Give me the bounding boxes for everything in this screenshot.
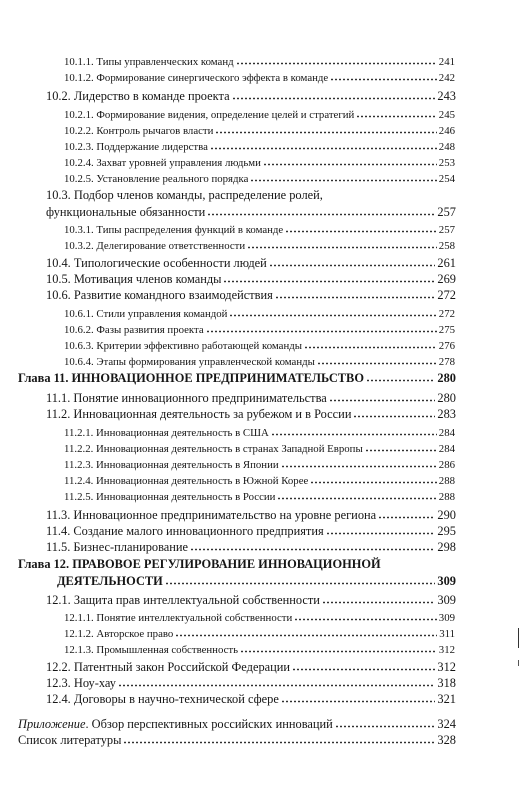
- toc-entry-title: 11.2. Инновационная деятельность за рубежом и в России: [46, 408, 352, 421]
- toc-chapter-title-line1: Глава 12. ПРАВОВОЕ РЕГУЛИРОВАНИЕ ИННОВАЦИОННОЙ: [18, 557, 381, 571]
- toc-entry[interactable]: [46, 288, 456, 302]
- toc-entry[interactable]: [46, 391, 456, 405]
- toc-entry[interactable]: [64, 474, 455, 487]
- leader-dots: [240, 643, 437, 653]
- toc-entry-title: 11.2.1. Инновационная деятельность в США: [64, 427, 269, 439]
- toc-entry-title: 10.4. Типологические особенности людей: [46, 257, 267, 270]
- leader-dots: [271, 426, 437, 436]
- toc-entry-page: 328: [437, 733, 456, 748]
- toc-entry[interactable]: [64, 627, 455, 640]
- appendix-prefix: Приложение: [18, 718, 86, 731]
- toc-entry-title: 11.1. Понятие инновационного предпринимательства: [46, 392, 327, 405]
- toc-entry[interactable]: [64, 140, 455, 153]
- leader-dots: [207, 205, 435, 216]
- toc-entry[interactable]: [46, 407, 456, 421]
- toc-entry[interactable]: [46, 593, 456, 607]
- toc-entry-title: 12.1. Защита прав интеллектуальной собственности: [46, 594, 320, 607]
- toc-entry-page: 288: [438, 490, 455, 503]
- leader-dots: [326, 524, 436, 535]
- leader-dots: [206, 323, 437, 333]
- leader-dots: [335, 717, 436, 728]
- appendix-title: . Обзор перспективных российских инноваций: [85, 718, 333, 731]
- leader-dots: [310, 474, 437, 484]
- toc-entry-page: 276: [438, 339, 455, 352]
- toc-entry[interactable]: [18, 717, 456, 731]
- leader-dots: [281, 692, 436, 703]
- toc-entry-title: 10.2.5. Установление реального порядка: [64, 173, 249, 185]
- leader-dots: [175, 627, 437, 637]
- toc-entry-title: 12.1.3. Промышленная собственность: [64, 644, 239, 656]
- toc-entry-page: 257: [437, 205, 456, 220]
- leader-dots: [263, 156, 437, 166]
- toc-entry-page: 280: [437, 391, 456, 406]
- leader-dots: [353, 407, 435, 418]
- leader-dots: [236, 55, 437, 65]
- leader-dots: [210, 140, 437, 150]
- toc-entry-title: 12.2. Патентный закон Российской Федерации: [46, 661, 291, 674]
- toc-entry-title: 12.4. Договоры в научно-технической сфере: [46, 693, 279, 706]
- toc-entry-page: 283: [437, 407, 456, 422]
- toc-entry[interactable]: [46, 524, 456, 538]
- toc-entry-title: 10.2. Лидерство в команде проекта: [46, 90, 230, 103]
- leader-dots: [304, 339, 437, 349]
- leader-dots: [317, 355, 437, 365]
- toc-entry-page: 241: [438, 55, 455, 68]
- toc-entry[interactable]: [64, 458, 455, 471]
- leader-dots: [292, 660, 435, 671]
- leader-dots: [250, 172, 436, 182]
- leader-dots: [366, 371, 435, 382]
- toc-entry[interactable]: [46, 508, 456, 522]
- toc-entry-page: 284: [438, 442, 455, 455]
- toc-entry[interactable]: [64, 339, 455, 352]
- toc-entry-page: 257: [438, 223, 455, 236]
- toc-entry[interactable]: [64, 223, 455, 236]
- toc-entry-page: 324: [437, 717, 456, 732]
- toc-entry[interactable]: [64, 307, 455, 320]
- leader-dots: [118, 676, 435, 687]
- toc-entry-title: 11.5. Бизнес-планирование: [46, 541, 189, 554]
- toc-entry-title: 10.2.1. Формирование видения, определение целей и стратегий: [64, 109, 355, 121]
- toc-entry-title: 11.2.4. Инновационная деятельность в Южной Корее: [64, 475, 309, 487]
- toc-entry-title: 11.2.5. Инновационная деятельность в России: [64, 491, 276, 503]
- toc-entry-title: 10.1.2. Формирование синергического эффекта в команде: [64, 72, 329, 84]
- toc-entry[interactable]: [46, 272, 456, 286]
- toc-entry-title: Список литературы: [18, 734, 122, 747]
- toc-entry[interactable]: [64, 426, 455, 439]
- toc-entry[interactable]: [64, 442, 455, 455]
- toc-entry-title: Глава 11. ИННОВАЦИОННОЕ ПРЕДПРИНИМАТЕЛЬСТВО: [18, 372, 364, 385]
- leader-dots: [269, 256, 436, 267]
- toc-entry-page: 246: [438, 124, 455, 137]
- toc-entry-page: 248: [438, 140, 455, 153]
- toc-entry-title: 10.2.2. Контроль рычагов власти: [64, 125, 214, 137]
- toc-entry-page: 243: [437, 89, 456, 104]
- toc-entry-title: 10.2.3. Поддержание лидерства: [64, 141, 208, 153]
- toc-entry-title: 12.1.2. Авторское право: [64, 628, 174, 640]
- toc-entry-title: 10.6.1. Стили управления командой: [64, 308, 228, 320]
- toc-entry-page: 245: [438, 108, 455, 121]
- toc-entry[interactable]: [46, 692, 456, 706]
- toc-chapter-entry[interactable]: [57, 574, 456, 588]
- toc-entry-page: 258: [438, 239, 455, 252]
- leader-dots: [190, 540, 435, 551]
- toc-entry-page: 242: [438, 71, 455, 84]
- toc-entry-title: 10.1.1. Типы управленческих команд: [64, 56, 234, 68]
- leader-dots: [165, 574, 436, 585]
- scan-artifact-line: [518, 628, 519, 648]
- toc-entry-title: 10.3.1. Типы распределения функций в команде: [64, 224, 284, 236]
- toc-entry-title: 10.3.2. Делегирование ответственности: [64, 240, 246, 252]
- toc-entry[interactable]: [64, 55, 455, 68]
- toc-entry-page: 295: [437, 524, 456, 539]
- toc-entry[interactable]: [64, 355, 455, 368]
- toc-entry-page: 321: [437, 692, 456, 707]
- leader-dots: [215, 124, 436, 134]
- leader-dots: [294, 611, 437, 621]
- toc-entry-title: функциональные обязанности: [46, 206, 206, 219]
- toc-entry-page: 309: [437, 574, 456, 589]
- toc-entry-title: 10.6.3. Критерии эффективно работающей команды: [64, 340, 302, 352]
- toc-entry-page: 286: [438, 458, 455, 471]
- toc-entry[interactable]: [64, 108, 455, 121]
- toc-entry-title: 12.3. Ноу-хау: [46, 677, 116, 690]
- toc-entry-title-line1: 10.3. Подбор членов команды, распределение ролей,: [46, 188, 323, 202]
- toc-entry[interactable]: [64, 611, 455, 624]
- toc-entry[interactable]: [64, 156, 455, 169]
- leader-dots: [378, 508, 435, 519]
- toc-entry-title: 10.6.2. Фазы развития проекта: [64, 324, 204, 336]
- toc-entry[interactable]: [64, 643, 455, 656]
- toc-entry-page: 290: [437, 508, 456, 523]
- toc-entry[interactable]: [46, 660, 456, 674]
- leader-dots: [356, 108, 436, 118]
- leader-dots: [275, 288, 436, 299]
- leader-dots: [232, 89, 436, 100]
- leader-dots: [247, 239, 437, 249]
- toc-entry-page: 309: [437, 593, 456, 608]
- leader-dots: [123, 733, 435, 744]
- toc-entry-page: 254: [438, 172, 455, 185]
- toc-entry-title: 10.6.4. Этапы формирования управленческой команды: [64, 356, 315, 368]
- toc-entry-title: 10.5. Мотивация членов команды: [46, 273, 222, 286]
- leader-dots: [229, 307, 436, 317]
- toc-entry-page: 288: [438, 474, 455, 487]
- toc-entry-page: 269: [437, 272, 456, 287]
- scan-artifact-line: [518, 660, 519, 666]
- toc-entry[interactable]: [46, 676, 456, 690]
- toc-entry-page: 272: [437, 288, 456, 303]
- toc-entry-title: 11.2.3. Инновационная деятельность в Японии: [64, 459, 279, 471]
- toc-entry[interactable]: [18, 733, 456, 747]
- toc-entry-page: 284: [438, 426, 455, 439]
- toc-entry-page: 272: [438, 307, 455, 320]
- toc-entry[interactable]: [64, 71, 455, 84]
- leader-dots: [330, 71, 437, 81]
- toc-entry[interactable]: [46, 540, 456, 554]
- toc-entry-title: [18, 718, 333, 730]
- toc-entry[interactable]: [64, 323, 455, 336]
- toc-entry-page: 278: [438, 355, 455, 368]
- toc-entry-title: 10.6. Развитие командного взаимодействия: [46, 289, 273, 302]
- toc-entry-page: 312: [437, 660, 456, 675]
- toc-entry-page: 298: [437, 540, 456, 555]
- toc-entry-page: 311: [439, 627, 455, 640]
- toc-entry-page: 275: [438, 323, 455, 336]
- toc-entry-title: 11.3. Инновационное предпринимательство на уровне региона: [46, 509, 377, 522]
- leader-dots: [285, 223, 437, 233]
- leader-dots: [223, 272, 435, 283]
- toc-entry-title: 10.2.4. Захват уровней управления людьми: [64, 157, 261, 169]
- leader-dots: [281, 458, 437, 468]
- toc-entry-page: 309: [438, 611, 455, 624]
- toc-entry[interactable]: [64, 172, 455, 185]
- toc-entry[interactable]: [64, 239, 455, 252]
- toc-entry-title: ДЕЯТЕЛЬНОСТИ: [57, 575, 163, 588]
- toc-entry-page: 312: [438, 643, 455, 656]
- toc-entry-title: 12.1.1. Понятие интеллектуальной собственности: [64, 612, 293, 624]
- toc-entry-page: 318: [437, 676, 456, 691]
- toc-entry-title: 11.2.2. Инновационная деятельность в странах Западной Европы: [64, 443, 363, 455]
- toc-entry[interactable]: [46, 256, 456, 270]
- toc-entry-page: 261: [437, 256, 456, 271]
- toc-entry-title: 11.4. Создание малого инновационного предприятия: [46, 525, 324, 538]
- toc-entry-page: 253: [438, 156, 455, 169]
- toc-entry[interactable]: [46, 89, 456, 103]
- leader-dots: [329, 391, 436, 402]
- toc-entry[interactable]: [64, 124, 455, 137]
- toc-chapter-entry[interactable]: [18, 371, 456, 385]
- toc-entry-page: 280: [437, 371, 456, 386]
- leader-dots: [277, 490, 436, 500]
- leader-dots: [365, 442, 437, 452]
- leader-dots: [322, 593, 436, 604]
- toc-entry[interactable]: [46, 205, 456, 219]
- toc-entry[interactable]: [64, 490, 455, 503]
